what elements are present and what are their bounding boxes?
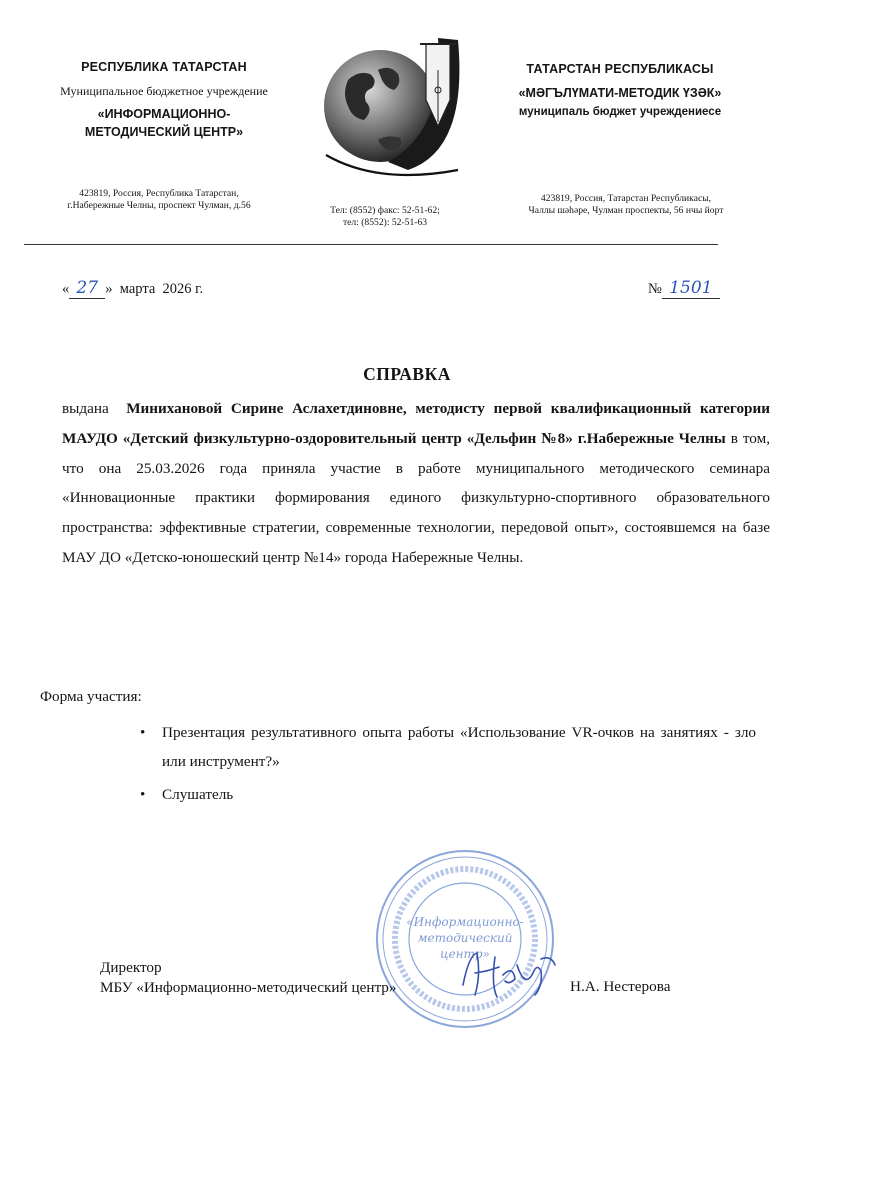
header-left-address [28, 188, 290, 212]
header-right-subtitle: муниципаль бюджет учреждениесе [518, 106, 722, 118]
header-phone-line1: Тел: (8552) факс: 52-51-62; [330, 205, 440, 216]
signature-scribble-icon [455, 945, 560, 1003]
header-left-title: РЕСПУБЛИКА ТАТАРСТАН [81, 60, 247, 74]
header-left-org-line1: «ИНФОРМАЦИОННО- [97, 107, 231, 121]
signatory-organization: МБУ «Информационно-методический центр» [100, 979, 397, 996]
document-title: СПРАВКА [363, 364, 451, 384]
header-right [470, 62, 770, 118]
list-item [140, 718, 756, 776]
header-divider [24, 244, 718, 245]
stamp-line2: методический [417, 931, 513, 945]
header-left-address-line2: г.Набережные Челны, проспект Чулман, д.56 [67, 200, 251, 211]
signatory-name: Н.А. Нестерова [570, 978, 671, 995]
list-item-text: Презентация результативного опыта работы «Использование VR-очков на занятиях - зло или инструмент?» [162, 724, 756, 770]
body-intro: выдана [62, 400, 127, 417]
date-day: 27 [76, 278, 99, 298]
header-right-title: ТАТАРСТАН РЕСПУБЛИКАСЫ [526, 62, 714, 76]
list-item-text: Слушатель [162, 786, 234, 803]
body-details: в том, что она 25.03.2026 года приняла участие в работе муниципального методического семинара «Инновационные практики формирования единого физкультурно-спортивного образовательного пространства: эффективные стратегии, современные технологии, передовой опыт», состоявшемся на базе МАУ ДО «Детско-юношеский центр №14» города Набережные Челны. [62, 429, 770, 566]
organization-logo [318, 30, 468, 190]
header-right-address-line1: 423819, Россия, Татарстан Республикасы, [540, 193, 712, 204]
list-item [140, 780, 756, 809]
participation-list [140, 718, 756, 813]
bullet-icon: • [140, 786, 146, 803]
participation-label: Форма участия: [40, 688, 142, 705]
date-open-quote: « [62, 281, 70, 297]
stamp-line3: центр» [440, 947, 490, 961]
signatory-role [100, 958, 396, 998]
number-value: 1501 [669, 278, 713, 298]
document-date [62, 278, 203, 299]
header-phone-line2: тел: (8552): 52-51-63 [342, 217, 428, 228]
header-right-org: «МӘГЪЛҮМАТИ-МЕТОДИК ҮЗӘК» [518, 86, 722, 100]
header-left-address-line1: 423819, Россия, Республика Татарстан, [79, 188, 239, 199]
signatory-title: Директор [100, 959, 162, 976]
header-left-org-line2: МЕТОДИЧЕСКИЙ ЦЕНТР» [84, 125, 244, 139]
handwritten-signature [455, 945, 560, 1003]
number-prefix: № [648, 281, 662, 297]
header-left-org [18, 105, 310, 141]
globe-pen-logo-icon [318, 30, 468, 190]
body-recipient: Минихановой Сирине Аслахетдиновне, методисту первой квалификационный категории МАУДО «Детский физкультурно-оздоровительный центр «Дельфин №8» г.Набережные Челны [62, 400, 770, 447]
header-right-address [480, 193, 772, 217]
bullet-icon: • [140, 724, 146, 741]
header-left [18, 60, 310, 141]
document-body [62, 394, 770, 573]
stamp-line1: «Информационно- [406, 915, 524, 929]
header-right-address-line2: Чаллы шәһәре, Чулман проспекты, 56 нчы йорт [528, 205, 724, 216]
header-left-subtitle: Муниципальное бюджетное учреждение [60, 84, 268, 98]
date-month-year: марта 2026 г. [112, 281, 204, 297]
date-close-quote: » [105, 281, 113, 297]
document-number [648, 278, 720, 299]
number-field [662, 278, 720, 299]
header-phones [300, 205, 470, 229]
date-day-field [69, 278, 105, 299]
